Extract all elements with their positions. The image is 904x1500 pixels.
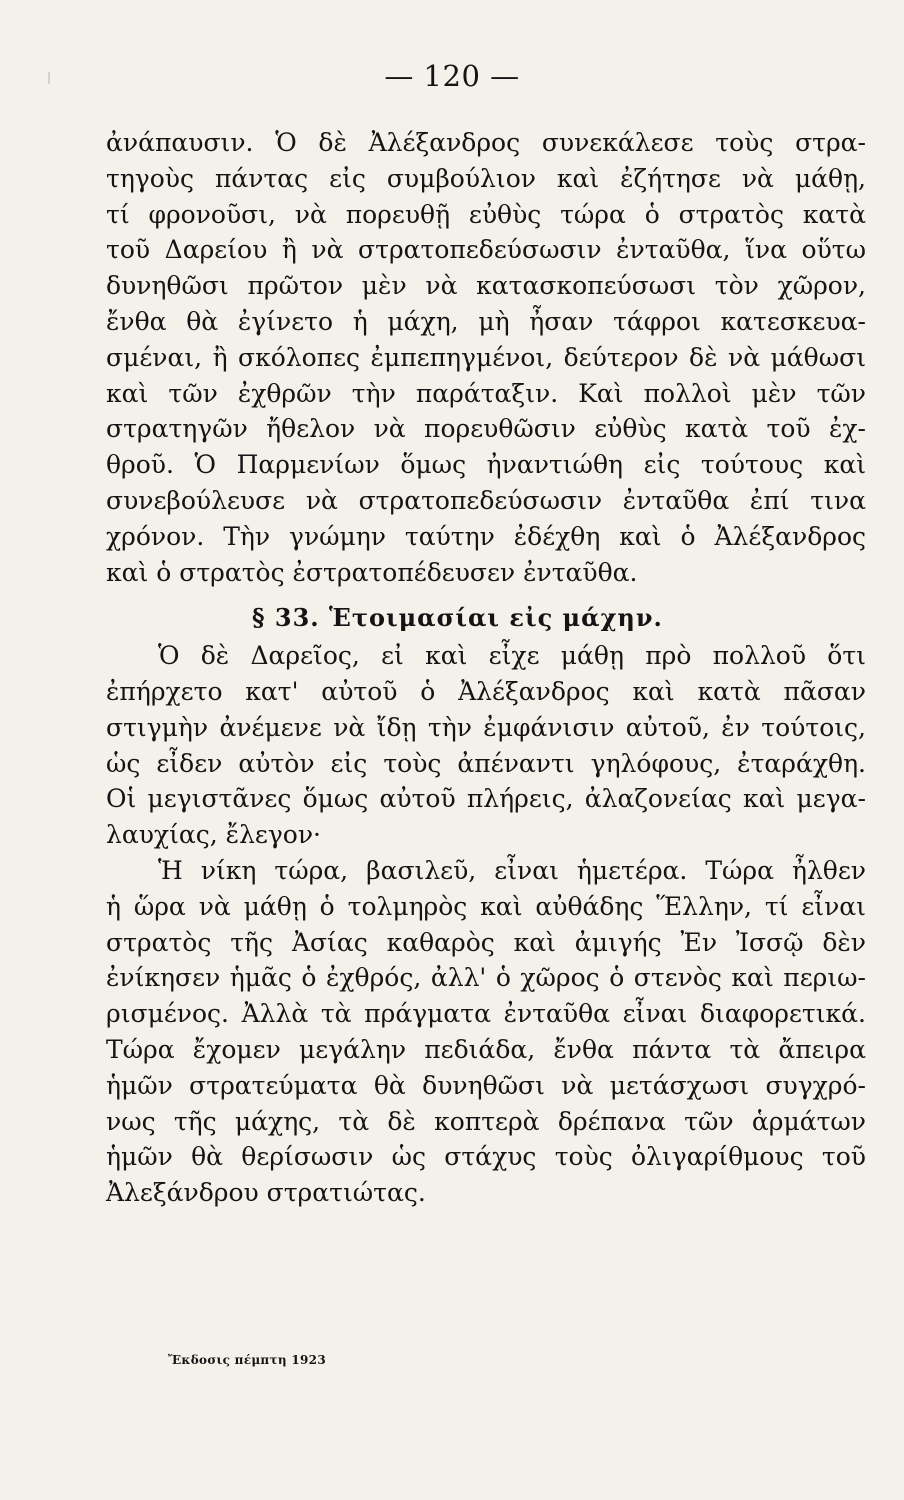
text-line-29: Ἀλεξάνδρου στρατιώτας.	[106, 1178, 426, 1208]
text-line-11: συνεβούλευσε νὰ στρατοπεδεύσωσιν ἐνταῦθα ἐπί τινα	[106, 485, 866, 515]
text-line-4: τοῦ Δαρείου ἢ νὰ στρατοπεδεύσωσιν ἐνταῦθα, ἵνα οὕτω	[106, 235, 866, 265]
text-line-8: καὶ τῶν ἐχθρῶν τὴν παράταξιν. Καὶ πολλοὶ μὲν τῶν	[106, 378, 866, 408]
text-line-5: δυνηθῶσι πρῶτον μὲν νὰ κατασκοπεύσωσι τὸν χῶρον,	[106, 271, 866, 301]
text-line-6: ἔνθα θὰ ἐγίνετο ἡ μάχη, μὴ ἦσαν τάφροι κατεσκευα-	[106, 306, 866, 336]
text-line-20: Ἡ νίκη τώρα, βασιλεῦ, εἶναι ἡμετέρα. Τώρα ἦλθεν	[158, 855, 866, 885]
section-heading: § 33. Ἑτοιμασίαι εἰς μάχην.	[252, 603, 663, 633]
text-line-28: ἡμῶν θὰ θερίσωσιν ὡς στάχυς τοὺς ὀλιγαρίθμους τοῦ	[106, 1142, 866, 1172]
text-line-12: χρόνον. Τὴν γνώμην ταύτην ἐδέχθη καὶ ὁ Ἀλέξανδρος	[106, 521, 866, 551]
text-line-2: τηγοὺς πάντας εἰς συμβούλιον καὶ ἐζήτησε νὰ μάθῃ,	[106, 163, 866, 193]
text-line-16: στιγμὴν ἀνέμενε νὰ ἴδῃ τὴν ἐμφάνισιν αὐτοῦ, ἐν τούτοις,	[106, 712, 866, 742]
page-body	[106, 125, 866, 1211]
text-line-22: στρατὸς τῆς Ἀσίας καθαρὸς καὶ ἀμιγής Ἐν Ἰσσῷ δὲν	[106, 927, 866, 957]
text-line-17: ὡς εἶδεν αὐτὸν εἰς τοὺς ἀπέναντι γηλόφους, ἐταράχθη.	[106, 748, 866, 778]
text-line-13: καὶ ὁ στρατὸς ἐστρατοπέδευσεν ἐνταῦθα.	[106, 557, 638, 587]
text-line-18: Οἱ μεγιστᾶνες ὅμως αὐτοῦ πλήρεις, ἀλαζονείας καὶ μεγα-	[106, 784, 866, 814]
text-line-14: Ὁ δὲ Δαρεῖος, εἰ καὶ εἶχε μάθῃ πρὸ πολλοῦ ὅτι	[158, 641, 866, 671]
text-line-26: ἡμῶν στρατεύματα θὰ δυνηθῶσι νὰ μετάσχωσι συγχρό-	[106, 1070, 866, 1100]
text-line-10: θροῦ. Ὁ Παρμενίων ὅμως ἠναντιώθη εἰς τούτους καὶ	[106, 450, 866, 480]
text-line-1: ἀνάπαυσιν. Ὁ δὲ Ἀλέξανδρος συνεκάλεσε τοὺς στρα-	[106, 128, 866, 157]
text-line-24: ρισμένος. Ἀλλὰ τὰ πράγματα ἐνταῦθα εἶναι διαφορετικά.	[106, 999, 866, 1029]
text-line-23: ἐνίκησεν ἡμᾶς ὁ ἐχθρός, ἀλλ' ὁ χῶρος ὁ στενὸς καὶ περιω-	[106, 963, 866, 993]
text-line-27: νως τῆς μάχης, τὰ δὲ κοπτερὰ δρέπανα τῶν ἁρμάτων	[106, 1106, 866, 1136]
text-line-25: Τώρα ἔχομεν μεγάλην πεδιάδα, ἔνθα πάντα τὰ ἄπειρα	[106, 1034, 866, 1064]
edition-note: Ἔκδοσις πέμπτη 1923	[168, 1353, 326, 1367]
text-line-19: λαυχίας, ἔλεγον·	[106, 820, 322, 850]
text-line-15: ἐπήρχετο κατ' αὐτοῦ ὁ Ἀλέξανδρος καὶ κατὰ πᾶσαν	[106, 676, 866, 706]
text-line-9: στρατηγῶν ἤθελον νὰ πορευθῶσιν εὐθὺς κατὰ τοῦ ἐχ-	[106, 414, 866, 444]
text-line-3: τί φρονοῦσι, νὰ πορευθῇ εὐθὺς τώρα ὁ στρατὸς κατὰ	[106, 199, 866, 229]
page-number: — 120 —	[384, 59, 520, 93]
text-line-21: ἡ ὥρα νὰ μάθῃ ὁ τολμηρὸς καὶ αὐθάδης Ἕλλην, τί εἶναι	[106, 891, 866, 921]
text-line-7: σμέναι, ἢ σκόλοπες ἐμπεπηγμένοι, δεύτερον δὲ νὰ μάθωσι	[106, 342, 866, 372]
